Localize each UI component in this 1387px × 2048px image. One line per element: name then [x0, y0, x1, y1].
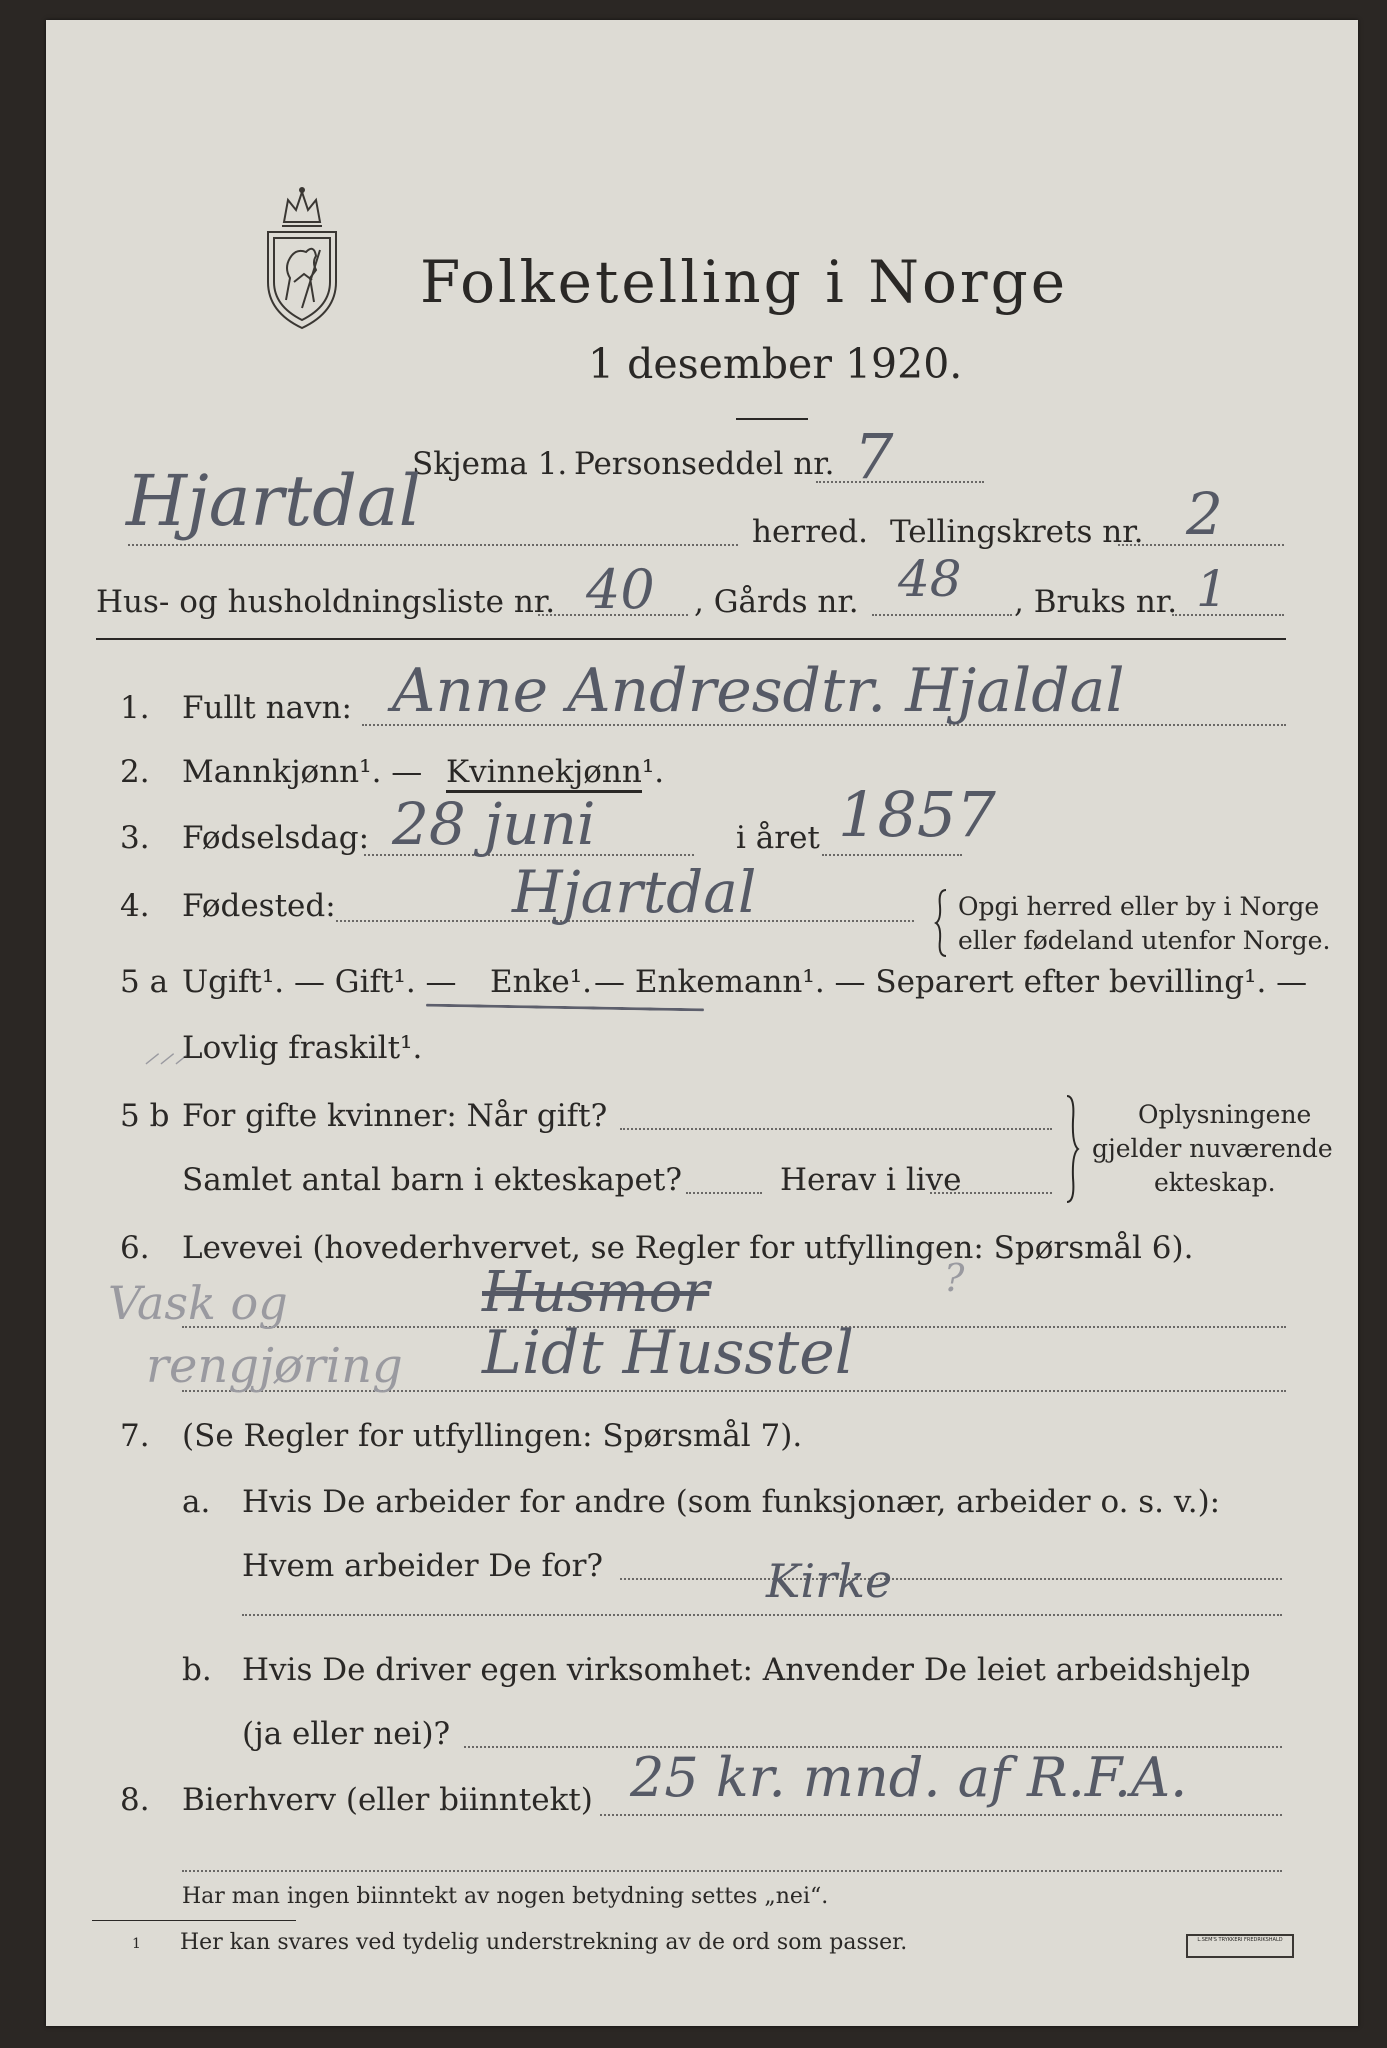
full-name-value: Anne Andresdtr. Hjaldal	[392, 656, 1125, 726]
q7b-text-1: Hvis De driver egen virksomhet: Anvender De leiet arbeidshjelp	[242, 1652, 1251, 1688]
husliste-label: Hus- og husholdningsliste nr.	[96, 584, 556, 620]
marital-options-1: Ugift¹. — Gift¹. —	[182, 964, 457, 1000]
q4-number: 4.	[120, 888, 150, 924]
occupation-faint-1: Vask og	[108, 1276, 288, 1330]
marital-options-2: — Enkemann¹. — Separert efter bevilling¹. —	[594, 964, 1308, 1000]
tellingskrets-value: 2	[1186, 480, 1223, 548]
q7a-text-2: Hvem arbeider De for?	[242, 1548, 604, 1584]
q8-label: Bierhverv (eller biinntekt)	[182, 1782, 593, 1818]
footer-note: Har man ingen biinntekt av nogen betydning settes „nei“.	[182, 1884, 829, 1909]
herred-label: herred.	[752, 514, 868, 550]
q1-label: Fullt navn:	[182, 690, 352, 726]
personseddel-label: Personseddel nr.	[574, 446, 835, 482]
form-title: Folketelling i Norge	[420, 248, 1069, 316]
marital-widow-option: Enke¹.	[490, 964, 593, 1000]
sex-male-option: Mannkjønn¹. —	[182, 754, 423, 790]
children-alive-label: Herav i live	[780, 1162, 962, 1198]
birthyear-value: 1857	[838, 778, 996, 851]
birthplace-value: Hjartdal	[512, 858, 757, 926]
herred-value: Hjartdal	[126, 460, 422, 542]
form-date: 1 desember 1920.	[588, 340, 963, 388]
birthplace-note-2: eller fødeland utenfor Norge.	[958, 926, 1331, 955]
q7b-letter: b.	[182, 1652, 212, 1688]
q6-label: Levevei (hovederhvervet, se Regler for utfyllingen: Spørsmål 6).	[182, 1230, 1194, 1266]
q3-number: 3.	[120, 820, 150, 856]
q7a-text-1: Hvis De arbeider for andre (som funksjonær, arbeider o. s. v.):	[242, 1484, 1221, 1520]
occupation-struck: Husmor	[482, 1260, 710, 1325]
children-total-label: Samlet antal barn i ekteskapet?	[182, 1162, 682, 1198]
q7-label: (Se Regler for utfyllingen: Spørsmål 7).	[182, 1418, 803, 1454]
brace-icon	[934, 888, 948, 958]
footnote-divider	[92, 1920, 296, 1921]
census-form-sheet	[46, 20, 1358, 2026]
stray-mark: ⸝⸝⸝	[144, 1035, 189, 1070]
q7a-letter: a.	[182, 1484, 211, 1520]
birthdate-value: 28 juni	[392, 790, 596, 858]
marriage-note-2: gjelder nuværende	[1092, 1134, 1333, 1163]
occupation-question: ?	[944, 1256, 965, 1300]
tellingskrets-label: Tellingskrets nr.	[890, 514, 1144, 550]
widow-underline	[426, 1004, 704, 1012]
marital-divorced-option: Lovlig fraskilt¹.	[182, 1030, 423, 1066]
q6-number: 6.	[120, 1230, 150, 1266]
year-label: i året	[736, 820, 820, 856]
skjema-label: Skjema 1.	[412, 446, 568, 482]
marriage-note-1: Oplysningene	[1138, 1100, 1312, 1129]
occupation-faint-2: rengjøring	[146, 1338, 403, 1394]
q5a-number: 5 a	[120, 964, 169, 1000]
birthplace-note-1: Opgi herred eller by i Norge	[958, 892, 1320, 921]
q3-label: Fødselsdag:	[182, 820, 370, 856]
q8-number: 8.	[120, 1782, 150, 1818]
footnote-text: Her kan svares ved tydelig understrekning av de ord som passer.	[180, 1930, 908, 1955]
gards-label: , Gårds nr.	[694, 584, 859, 620]
printer-stamp: L.SEM'S TRYKKERI FREDRIKSHALD	[1186, 1934, 1294, 1958]
married-when-label: For gifte kvinner: Når gift?	[182, 1098, 608, 1134]
occupation-value: Lidt Husstel	[482, 1318, 854, 1388]
header-divider	[96, 638, 1286, 640]
q2-number: 2.	[120, 754, 150, 790]
q4-label: Fødested:	[182, 888, 336, 924]
side-income-value: 25 kr. mnd. af R.F.A.	[630, 1746, 1188, 1809]
coat-of-arms-icon	[254, 182, 350, 332]
q7-number: 7.	[120, 1418, 150, 1454]
bruks-label: , Bruks nr.	[1014, 584, 1178, 620]
q7b-text-2: (ja eller nei)?	[242, 1716, 451, 1752]
q5b-number: 5 b	[120, 1098, 170, 1134]
brace-icon-2	[1064, 1094, 1080, 1204]
sex-female-option: Kvinnekjønn¹.	[446, 754, 665, 790]
employer-value: Kirke	[766, 1554, 893, 1608]
footnote-mark: 1	[132, 1936, 141, 1952]
gards-value: 48	[898, 550, 962, 608]
husliste-value: 40	[586, 558, 655, 621]
bruks-value: 1	[1196, 560, 1228, 618]
title-divider	[736, 418, 808, 420]
marriage-note-3: ekteskap.	[1154, 1168, 1276, 1197]
personseddel-value: 7	[854, 420, 894, 493]
q1-number: 1.	[120, 690, 150, 726]
